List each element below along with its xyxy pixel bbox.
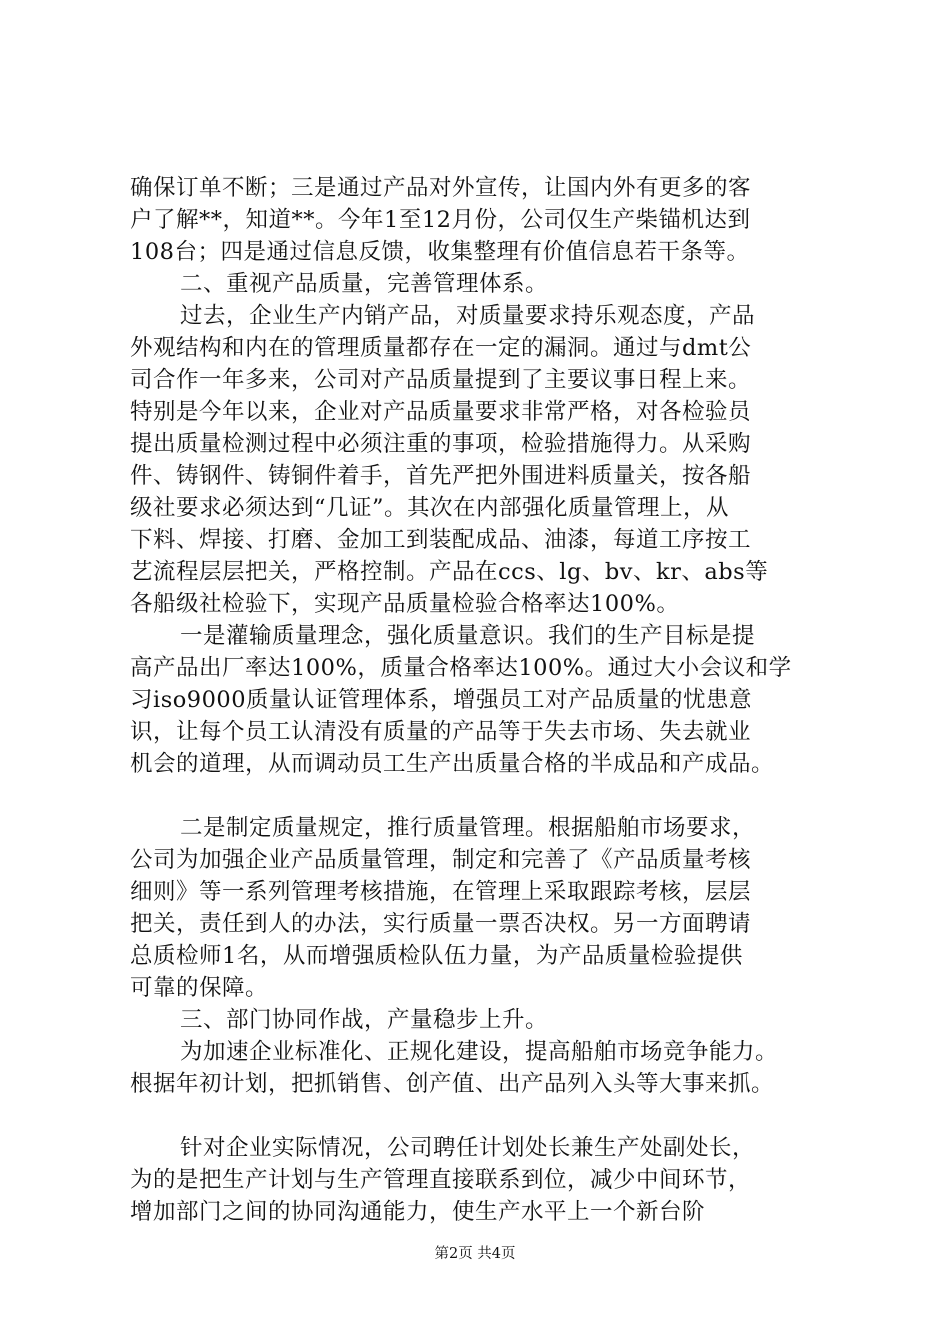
text-line: 艺流程层层把关，严格控制。产品在ccs、lg、bv、kr、abs等 [130,559,769,585]
text-line: 提出质量检测过程中必须注重的事项，检验措施得力。从采购 [130,431,752,457]
paragraph-gap [130,1100,830,1132]
text-line: 确保订单不断；三是通过产品对外宣传，让国内外有更多的客 [130,175,752,201]
text-line: 增加部门之间的协同沟通能力，使生产水平上一个新台阶 [130,1199,706,1225]
text-line: 为的是把生产计划与生产管理直接联系到位，减少中间环节， [130,1167,752,1193]
page-footer: 第2页 共4页 [434,1246,516,1262]
text-line: 户了解**，知道**。今年1至12月份，公司仅生产柴锚机达到 [130,207,751,233]
text-line: 各船级社检验下，实现产品质量检验合格率达100%。 [130,591,680,617]
text-line: 高产品出厂率达100%，质量合格率达100%。通过大小会议和学 [130,655,792,681]
paragraph-gap [130,780,830,812]
text-line: 级社要求必须达到“几证”。其次在内部强化质量管理上，从 [130,495,730,521]
text-line: 为加速企业标准化、正规化建设，提高船舶市场竞争能力。 [180,1039,779,1065]
text-line: 二是制定质量规定，推行质量管理。根据船舶市场要求， [180,815,756,841]
text-line: 公司为加强企业产品质量管理，制定和完善了《产品质量考核 [130,847,752,873]
text-line: 总质检师1名，从而增强质检队伍力量，为产品质量检验提供 [130,943,743,969]
text-line: 习iso9000质量认证管理体系，增强员工对产品质量的忧患意 [130,687,753,713]
text-line: 外观结构和内在的管理质量都存在一定的漏洞。通过与dmt公 [130,335,752,361]
text-line: 下料、焊接、打磨、金加工到装配成品、油漆，每道工序按工 [130,527,752,553]
section-heading: 三、部门协同作战，产量稳步上升。 [180,1007,549,1033]
section-heading: 二、重视产品质量，完善管理体系。 [180,271,549,297]
text-line: 把关，责任到人的办法，实行质量一票否决权。另一方面聘请 [130,911,752,937]
text-line: 108台；四是通过信息反馈，收集整理有价值信息若干条等。 [130,239,750,265]
text-line: 针对企业实际情况，公司聘任计划处长兼生产处副处长， [180,1135,756,1161]
text-line: 件、铸钢件、铸铜件着手，首先严把外围进料质量关，按各船 [130,463,752,489]
text-line: 识，让每个员工认清没有质量的产品等于失去市场、失去就业 [130,719,752,745]
text-line: 一是灌输质量理念，强化质量意识。我们的生产目标是提 [180,623,756,649]
document-body [130,172,830,1228]
text-line: 细则》等一系列管理考核措施，在管理上采取跟踪考核，层层 [130,879,752,905]
text-line: 司合作一年多来，公司对产品质量提到了主要议事日程上来。 [130,367,752,393]
text-line: 机会的道理，从而调动员工生产出质量合格的半成品和产成品。 [130,751,775,777]
text-line: 根据年初计划，把抓销售、创产值、出产品列入头等大事来抓。 [130,1071,775,1097]
text-line: 特别是今年以来，企业对产品质量要求非常严格，对各检验员 [130,399,752,425]
text-line: 过去，企业生产内销产品，对质量要求持乐观态度，产品 [180,303,756,329]
text-line: 可靠的保障。 [130,975,269,1001]
